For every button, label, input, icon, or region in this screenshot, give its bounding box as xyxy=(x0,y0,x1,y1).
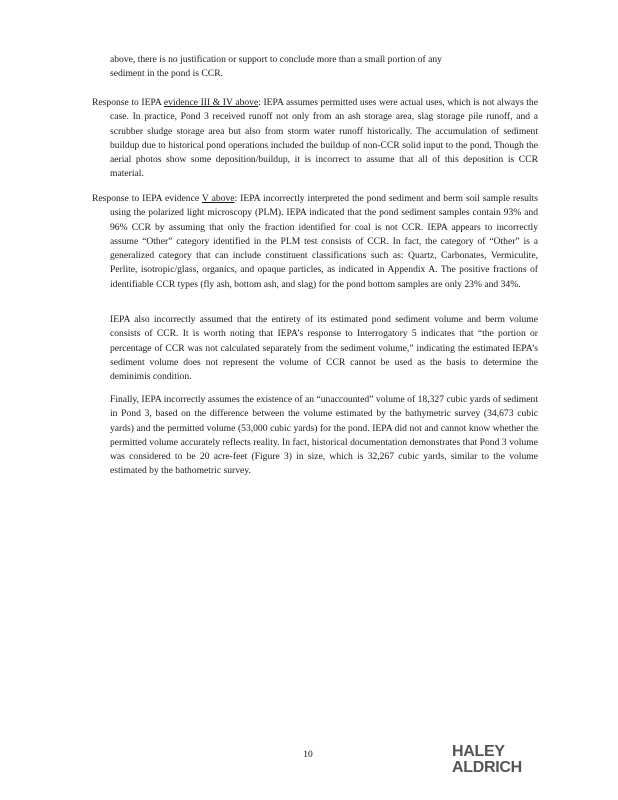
response-prefix: Response to IEPA xyxy=(92,97,162,108)
paragraph-continuation xyxy=(110,53,538,82)
paragraph-text: IEPA also incorrectly assumed that the entirety of its estimated pond sediment volume and berm volume consists of CCR. It is worth noting that IEPA’s response to Interrogatory 5 indicates that “the portion or percentage of CCR was not calculated separately from the sediment volume,” indicating the estimated IEPA’s sediment volume does not represent the volume of CCR cannot be used as the basis to determine the deminimis condition. xyxy=(110,314,538,383)
paragraph-text: Finally, IEPA incorrectly assumes the existence of an “unaccounted” volume of 18,327 cubic yards of sediment in Pond 3, based on the difference between the volume estimated by the bathymetric survey (34,673 cubic yards) and the permitted volume (53,000 cubic yards) for the pond. IEPA did not and cannot know whether the permitted volume accurately reflects reality. In fact, historical documentation demonstrates that Pond 3 volume was considered to be 20 acre-feet (Figure 3) in size, which is 32,267 cubic yards, similar to the volume estimated by the bathometric survey. xyxy=(110,394,538,477)
evidence-reference: evidence III & IV above xyxy=(163,97,259,108)
response-evidence-iii-iv xyxy=(92,96,538,182)
response-body: : IEPA assumes permitted uses were actual uses, which is not always the case. In practice, Pond 3 received runoff not only from an ash storage area, slag storage pile runoff, and a scrubber sludge storage area but also from storm water runoff historically. The accumulation of sediment buildup due to historical pond operations included the buildup of non-CCR solid input to the pond. Though the aerial photos show some deposition/buildup, it is incorrect to assume that all of this deposition is CCR material. xyxy=(110,97,538,180)
haley-aldrich-logo xyxy=(452,744,548,778)
page-number: 10 xyxy=(303,750,313,760)
response-body: : IEPA incorrectly interpreted the pond sediment and berm soil sample results using the polarized light microscopy (PLM). IEPA indicated that the pond sediment samples contain 93% and 96% CCR by assuming that only the fraction identified for coal is not CCR. IEPA appears to incorrectly assume “Other” category identified in the PLM test consists of CCR. In fact, the category of “Other” is a generalized category that can include constituent classifications such as: Quartz, Carbonates, Vermiculite, Perlite, isotropic/glass, organics, and opaque particles, as indicated in Appendix A. The positive fractions of identifiable CCR types (fly ash, bottom ash, and slag) for the pond bottom samples are only 23% and 34%. xyxy=(110,193,538,290)
text-line: above, there is no justification or support to conclude more than a small portion of any xyxy=(110,54,442,65)
logo-line-2: ALDRICH xyxy=(452,759,522,776)
response-prefix: Response to IEPA evidence xyxy=(92,193,200,204)
paragraph-finally xyxy=(110,393,538,479)
evidence-reference: V above xyxy=(201,193,235,204)
logo-line-1: HALEY xyxy=(452,743,505,760)
response-evidence-v xyxy=(92,192,538,292)
paragraph-iepa-also xyxy=(110,313,538,384)
text-line: sediment in the pond is CCR. xyxy=(110,68,223,80)
